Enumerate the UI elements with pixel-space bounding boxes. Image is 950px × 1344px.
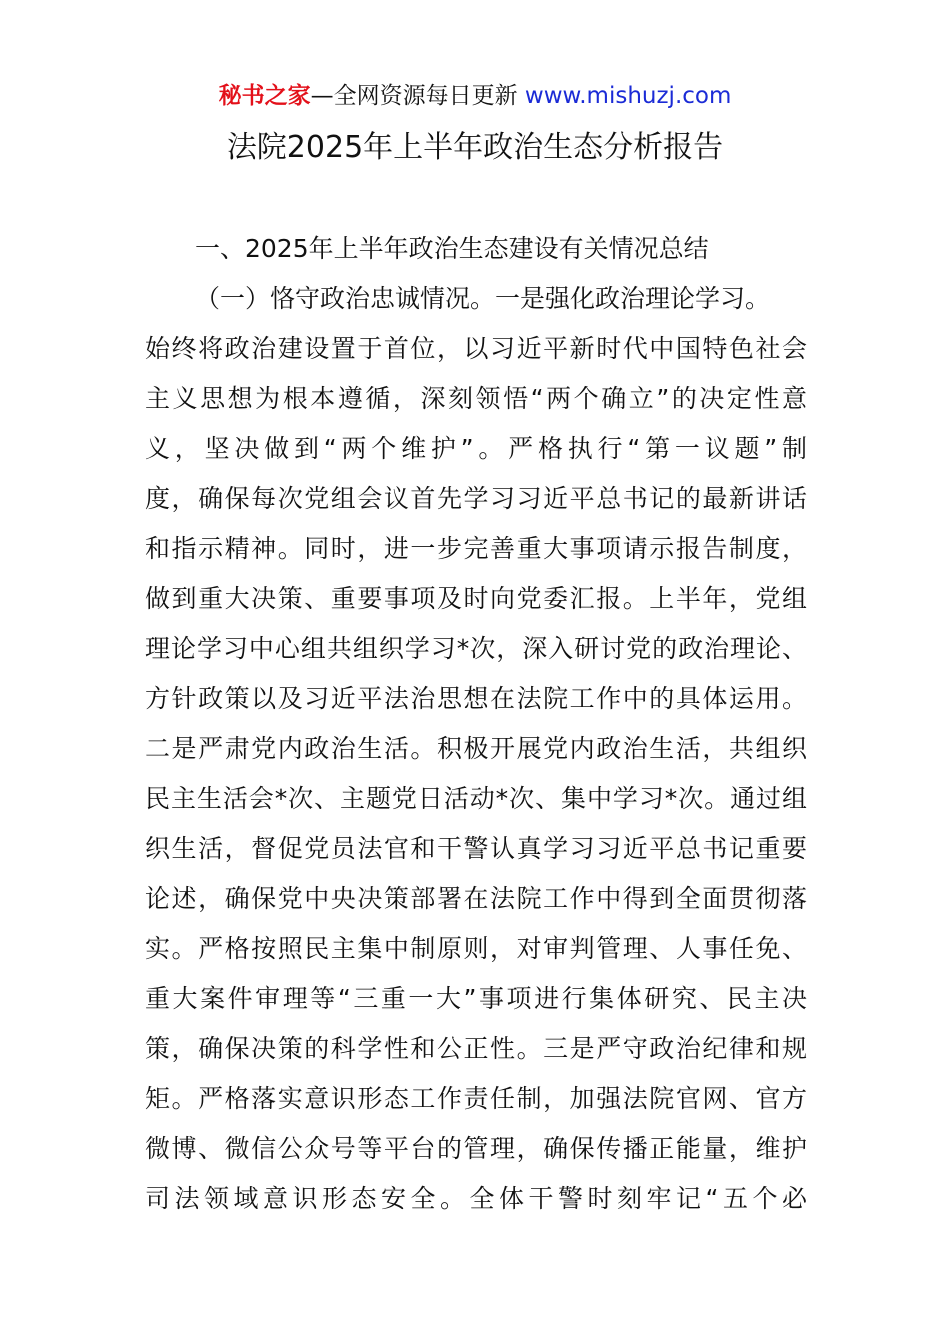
- paragraph-line: 理论学习中心组共组织学习*次，深入研讨党的政治理论、: [145, 634, 807, 663]
- paragraph-line: 实。严格按照民主集中制原则，对审判管理、人事任免、: [145, 934, 807, 963]
- site-url-link[interactable]: www.mishuzj.com: [524, 83, 732, 109]
- document-title: 法院2025年上半年政治生态分析报告: [226, 130, 724, 165]
- paragraph-line: 方针政策以及习近平法治思想在法院工作中的具体运用。: [145, 684, 807, 713]
- paragraph-line: 民主生活会*次、主题党日活动*次、集中学习*次。通过组: [145, 784, 807, 813]
- site-header: [0, 80, 950, 112]
- paragraph-line: 和指示精神。同时，进一步完善重大事项请示报告制度，: [145, 534, 807, 563]
- paragraph-line: 二是严肃党内政治生活。积极开展党内政治生活，共组织: [145, 734, 807, 763]
- paragraph-line: 做到重大决策、重要事项及时向党委汇报。上半年，党组: [145, 584, 807, 613]
- paragraph-line: 主义思想为根本遵循，深刻领悟“两个确立”的决定性意: [145, 384, 807, 413]
- brand-name: 秘书之家: [218, 83, 311, 109]
- paragraph-line: 重大案件审理等“三重一大”事项进行集体研究、民主决: [145, 984, 807, 1013]
- section-heading: 一、2025年上半年政治生态建设有关情况总结: [195, 234, 709, 263]
- paragraph-line: 度，确保每次党组会议首先学习习近平总书记的最新讲话: [145, 484, 807, 513]
- paragraph-line: 织生活，督促党员法官和干警认真学习习近平总书记重要: [145, 834, 807, 863]
- paragraph-line: 策，确保决策的科学性和公正性。三是严守政治纪律和规: [145, 1034, 807, 1063]
- header-tagline: —全网资源每日更新: [310, 83, 518, 109]
- paragraph-line: 始终将政治建设置于首位，以习近平新时代中国特色社会: [145, 334, 807, 363]
- paragraph-line: 义，坚决做到“两个维护”。严格执行“第一议题”制: [145, 434, 807, 463]
- paragraph-line: 司法领域意识形态安全。全体干警时刻牢记“五个必: [145, 1184, 807, 1213]
- paragraph-line: 微博、微信公众号等平台的管理，确保传播正能量，维护: [145, 1134, 807, 1163]
- paragraph-line: （一）恪守政治忠诚情况。一是强化政治理论学习。: [195, 284, 771, 313]
- paragraph-line: 论述，确保党中央决策部署在法院工作中得到全面贯彻落: [145, 884, 807, 913]
- paragraph-line: 矩。严格落实意识形态工作责任制，加强法院官网、官方: [145, 1084, 807, 1113]
- document-body: [145, 224, 807, 1224]
